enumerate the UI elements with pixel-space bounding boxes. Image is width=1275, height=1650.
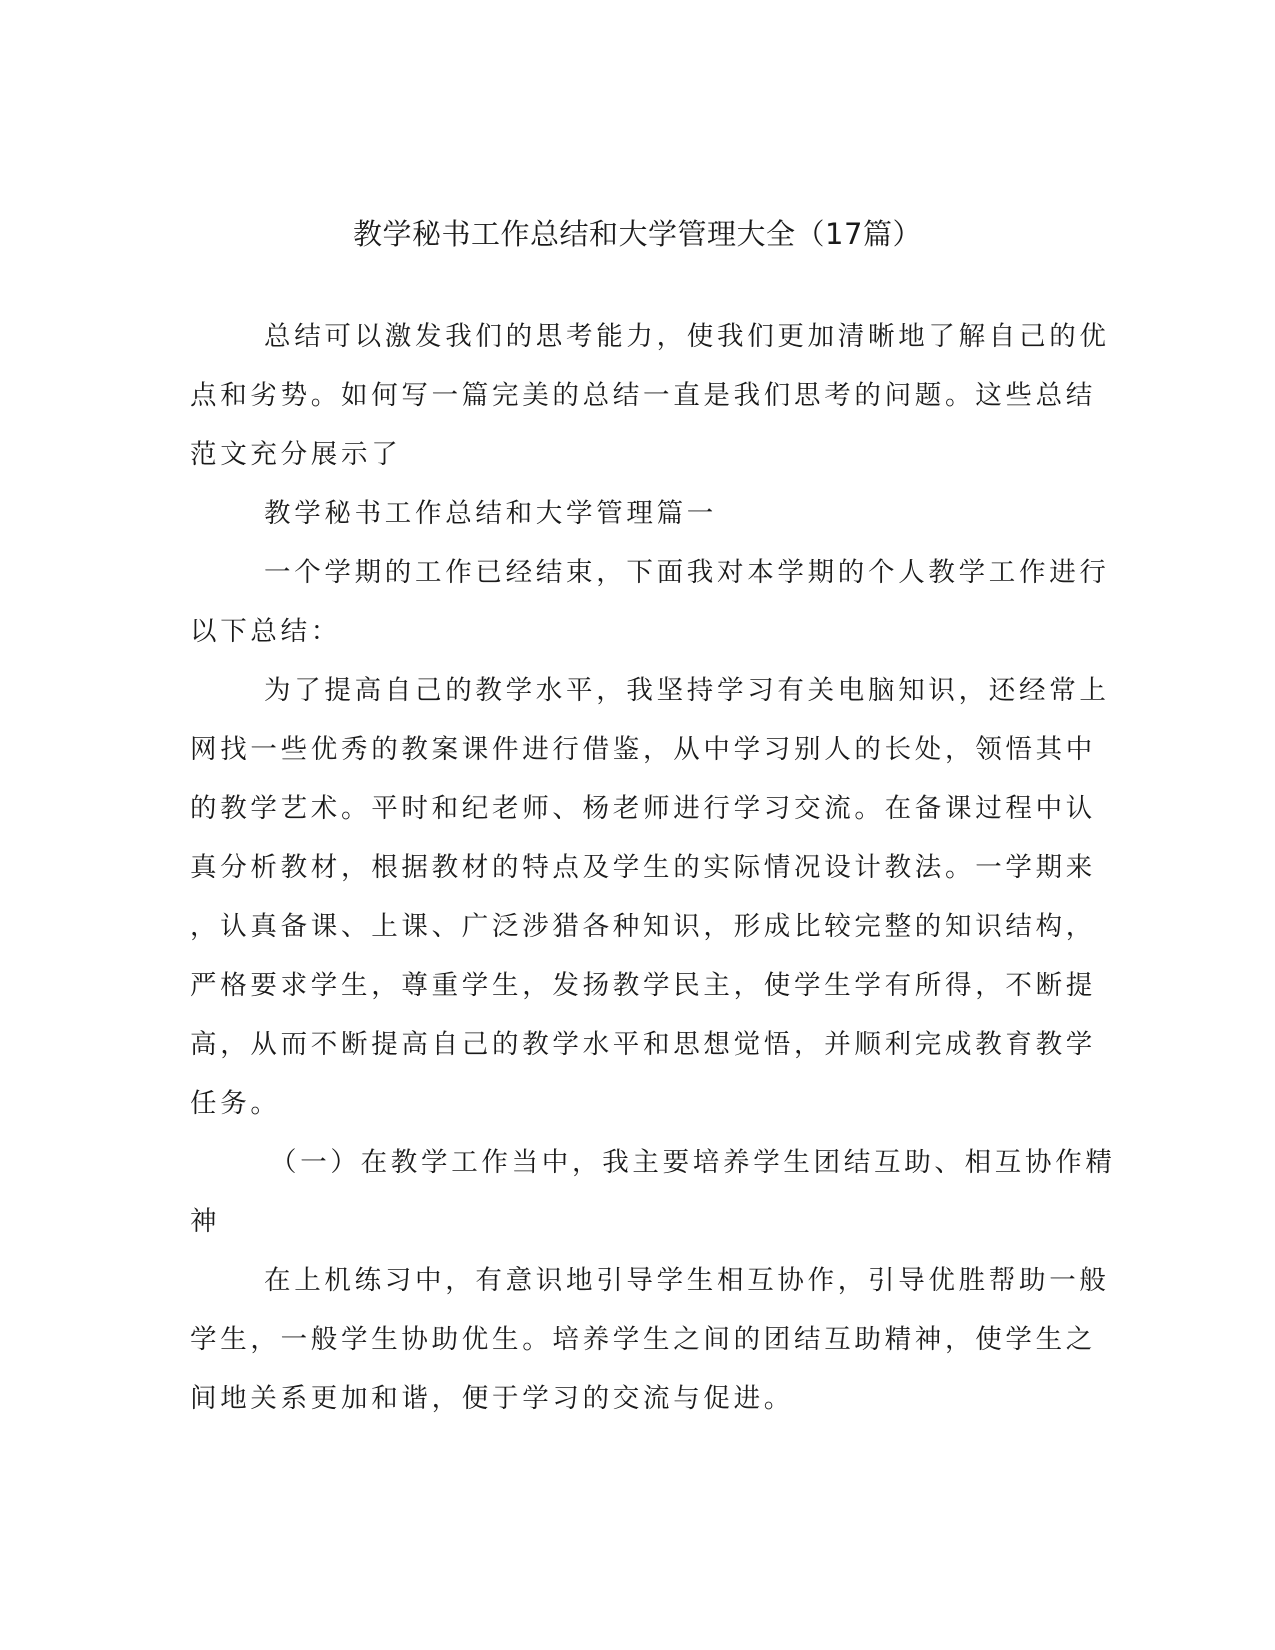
subsection-heading: （一）在教学工作当中，我主要培养学生团结互助、相互协作精 [270, 1147, 1116, 1178]
paragraph-line: ，认真备课、上课、广泛涉猎各种知识，形成比较完整的知识结构， [190, 911, 1096, 942]
paragraph-line: 在上机练习中，有意识地引导学生相互协作，引导优胜帮助一般 [264, 1265, 1110, 1296]
paragraph-line: 总结可以激发我们的思考能力，使我们更加清晰地了解自己的优 [264, 321, 1110, 352]
paragraph-line: 以下总结： [190, 616, 341, 647]
paragraph-line: 为了提高自己的教学水平，我坚持学习有关电脑知识，还经常上 [264, 675, 1110, 706]
paragraph-line: 高，从而不断提高自己的教学水平和思想觉悟，并顺利完成教育教学 [190, 1029, 1096, 1060]
paragraph-line: 任务。 [190, 1088, 281, 1119]
paragraph-line: 学生，一般学生协助优生。培养学生之间的团结互助精神，使学生之 [190, 1324, 1096, 1355]
paragraph-line: 严格要求学生，尊重学生，发扬教学民主，使学生学有所得，不断提 [190, 970, 1096, 1001]
paragraph-line: 点和劣势。如何写一篇完美的总结一直是我们思考的问题。这些总结 [190, 380, 1096, 411]
paragraph-line: 的教学艺术。平时和纪老师、杨老师进行学习交流。在备课过程中认 [190, 793, 1096, 824]
paragraph-line: 范文充分展示了 [190, 439, 402, 470]
paragraph-line: 间地关系更加和谐，便于学习的交流与促进。 [190, 1383, 794, 1414]
paragraph-line: 真分析教材，根据教材的特点及学生的实际情况设计教法。一学期来 [190, 852, 1096, 883]
subsection-heading-cont: 神 [190, 1206, 221, 1237]
document-title: 教学秘书工作总结和大学管理大全（17篇） [353, 217, 922, 251]
paragraph-line: 一个学期的工作已经结束，下面我对本学期的个人教学工作进行 [264, 557, 1110, 588]
paragraph-line: 网找一些优秀的教案课件进行借鉴，从中学习别人的长处，领悟其中 [190, 734, 1096, 765]
section-heading: 教学秘书工作总结和大学管理篇一 [264, 498, 717, 529]
